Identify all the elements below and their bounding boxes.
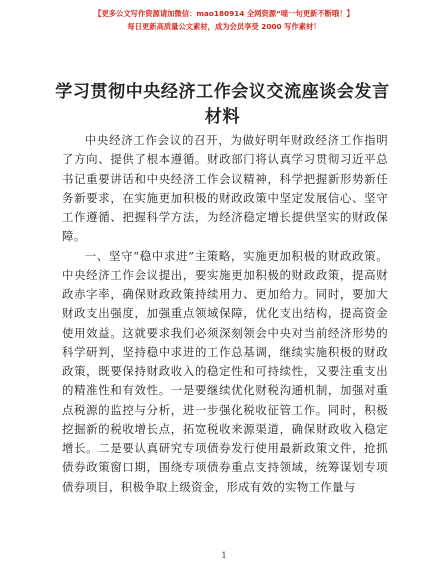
page-number: 1: [221, 551, 227, 560]
paragraph-section-1: 一、坚守“稳中求进”主策略，实施更加积极的财政政策。中央经济工作会议提出，要实施更加积极的财政政策，提高财政赤字率，确保财政政策持续用力、更加给力。同时，要加大财政支出强度，加强重点领域保障，优化支出结构，提高资金使用效益。这就要求我们必须深刻领会中央对当前经济形势的科学研判，坚持稳中求进的工作总基调，继续实施积极的财政政策，既要保持财政收入的稳定性和可持续性，又要注重支出的精准性和有效性。一是要继续优化财税沟通机制，加强对重点税源的监控与分析，进一步强化税收征管工作。同时，积极挖掘新的税收增长点，拓宽税收来源渠道，确保财政收入稳定增长。二是要认真研究专项债券发行使用最新政策文件，抢抓债券政策窗口期，围绕专项债券重点支持领域，统筹谋划专项债券项目，积极争取上级资金，形成有效的实物工作量与: [62, 248, 388, 494]
document-title: 学习贯彻中央经济工作会议交流座谈会发言材料: [55, 82, 390, 127]
paragraph-intro: 中央经济工作会议的召开，为做好明年财政经济工作指明了方向、提供了根本遵循。财政部门将认真学习贯彻习近平总书记重要讲话和中央经济工作会议精神，科学把握新形势新任务新要求，在实施更加积极的财政政策中坚定发展信心、坚守工作遵循、把握科学方法，为经济稳定增长提供坚实的财政保障。: [62, 133, 388, 244]
promo-header-line-1: 【更多公文写作资源请加微信：mao180914 全网资源“喵一句更新不断哦！】: [94, 9, 354, 18]
promo-header-line-2: 每日更新高质量公文素材，成为会员享受 2000 写作素材！: [127, 22, 321, 31]
document-body: [62, 131, 388, 497]
